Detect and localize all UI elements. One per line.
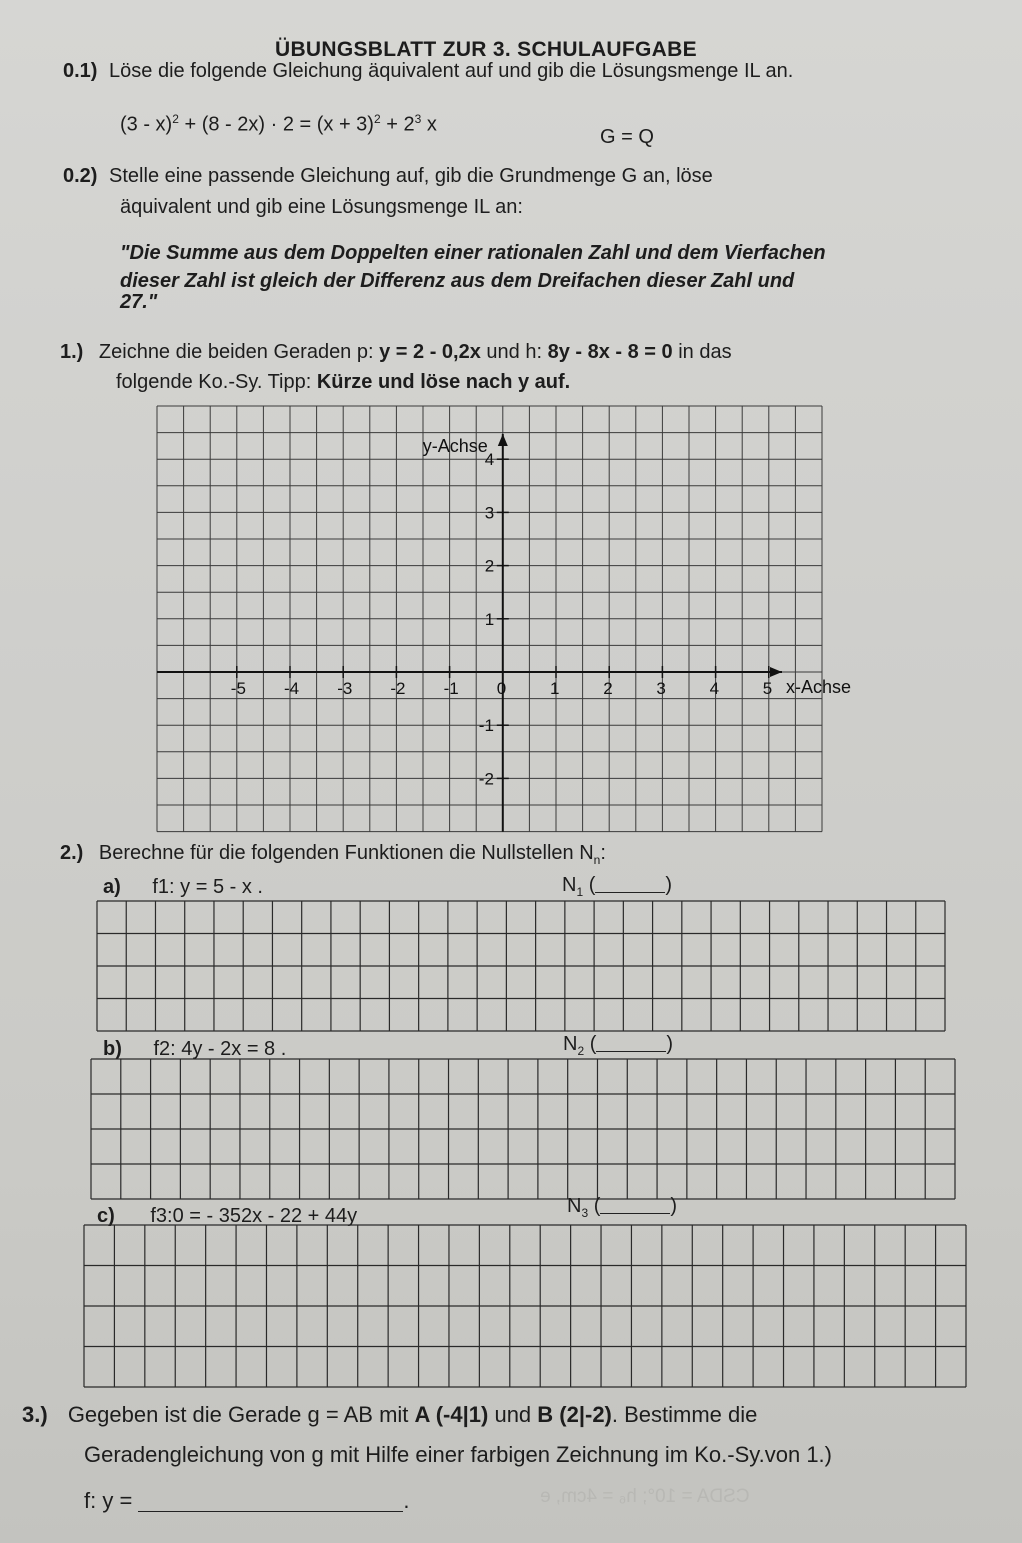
word-problem-line3: 27." [120,291,158,313]
x-tick-label: 5 [762,679,773,698]
task-0-1-heading [63,60,793,83]
x-tick-label: -4 [284,679,300,698]
answer-blank[interactable] [138,1493,403,1512]
task-text: Löse die folgende Gleichung äquivalent auf und gib die Lösungsmenge IL an. [109,60,794,82]
x-axis-label: x-Achse [786,677,852,697]
word-problem-line1: "Die Summe aus dem Doppelten einer rationalen Zahl und dem Vierfachen [120,242,826,264]
root-n3-blank[interactable] [600,1195,670,1214]
task-1-heading: 1.) Zeichne die beiden Geraden p: y = 2 - 0,2x und h: 8y - 8x - 8 = 0 in das [60,341,732,363]
task-2-heading: 2.) Berechne für die folgenden Funktionen die Nullstellen $N_n$: [60,842,606,867]
task-3-heading: 3.) Gegeben ist die Gerade g = AB mit A (-4|1) und B (2|-2). Bestimme die [22,1402,758,1427]
coordinate-system[interactable] [140,402,852,842]
x-tick-label: 0 [496,679,507,698]
task-3-line2: Geradengleichung von g mit Hilfe einer farbigen Zeichnung im Ko.-Sy.von 1.) [84,1442,832,1467]
subtask-c-label: c) f3:0 = - 352x - 22 + 44y [97,1205,358,1227]
y-tick-label: 1 [484,609,495,629]
x-tick-label: 1 [550,679,560,698]
word-problem-line2: dieser Zahl ist gleich der Differenz aus dem Dreifachen dieser Zahl und [120,270,795,292]
answer-grid-a[interactable] [96,900,946,1032]
y-tick-label: 4 [484,450,495,470]
x-tick-label: 4 [709,679,720,698]
domain-set: G = Q [600,126,654,148]
page-title: ÜBUNGSBLATT ZUR 3. SCHULAUFGABE [275,38,697,61]
task-0-2-line2: äquivalent und gib eine Lösungsmenge IL an: [120,196,523,218]
x-tick-label: -3 [337,679,353,698]
x-tick-label: 3 [656,679,666,698]
x-tick-label: -2 [390,679,406,698]
answer-grid-c[interactable] [83,1224,967,1388]
y-tick-label: 3 [484,503,495,523]
subtask-b-label: b) f2: 4y - 2x = 8 . [103,1038,287,1060]
answer-line[interactable]: f: y = . [84,1488,410,1513]
y-tick-label: 2 [484,556,495,576]
y-tick-label: -2 [478,769,494,789]
bleed-through-text: CSDA = 10°; h₆ = 4cm, e [540,1486,750,1507]
root-n1[interactable]: $N_1$ ( ) [562,874,673,899]
root-n3[interactable]: $N_3$ ( ) [567,1195,678,1220]
task-1-line2: folgende Ko.-Sy. Tipp: Kürze und löse nach y auf. [116,371,571,393]
x-tick-label: 2 [603,679,613,698]
x-tick-label: -5 [230,679,246,698]
x-tick-label: -1 [443,679,459,698]
task-number: 0.1) [63,60,98,82]
root-n1-blank[interactable] [595,874,665,893]
task-0-2-heading: 0.2) Stelle eine passende Gleichung auf, gib die Grundmenge G an, löse [63,165,713,187]
y-tick-label: -1 [478,716,494,736]
equation: $(3 - x)^2 + (8 - 2x) \cdot 2 = (x + 3)^2 + 2^3$ x [120,112,437,136]
subtask-a-label: a) f1: y = 5 - x . [103,876,263,898]
root-n2[interactable]: $N_2$ ( ) [563,1033,674,1058]
answer-grid-b[interactable] [90,1058,956,1200]
root-n2-blank[interactable] [596,1033,666,1052]
y-axis-label: y-Achse [422,436,488,456]
